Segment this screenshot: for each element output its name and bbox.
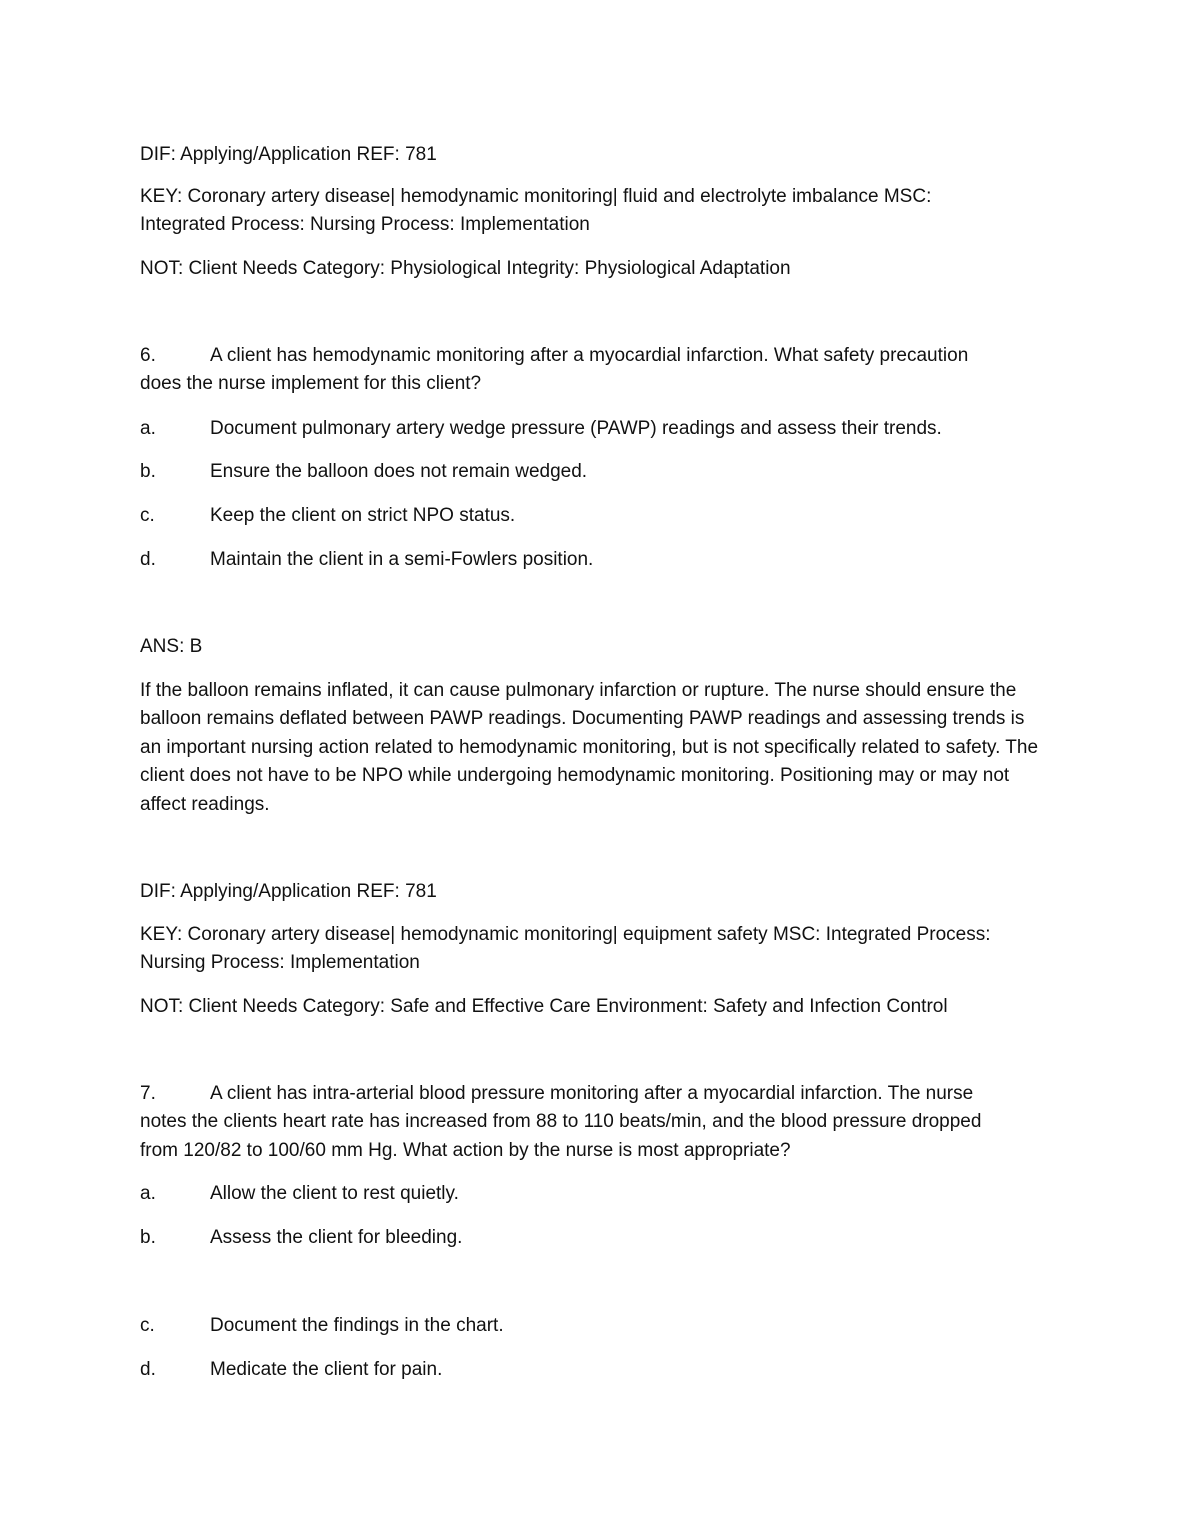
q6-option-c-text: Keep the client on strict NPO status.: [210, 505, 516, 526]
q7-option-b-letter: b.: [140, 1227, 156, 1248]
q6-option-c-letter: c.: [140, 505, 155, 526]
q6-option-c: [140, 502, 515, 530]
q7-option-c: [140, 1312, 504, 1340]
q7-stem-line-3: from 120/82 to 100/60 mm Hg. What action by the nurse is most appropriate?: [140, 1140, 791, 1161]
q6-option-b: [140, 458, 587, 486]
q7-option-a: [140, 1180, 459, 1208]
q6-option-a-text: Document pulmonary artery wedge pressure (PAWP) readings and assess their trends.: [210, 418, 942, 439]
q7-option-b: [140, 1224, 462, 1252]
q7-stem-text-1: A client has intra-arterial blood pressure monitoring after a myocardial infarction. The nurse: [210, 1083, 974, 1104]
top-key-line-1: KEY: Coronary artery disease| hemodynamic monitoring| fluid and electrolyte imbalance MSC:: [140, 186, 932, 207]
q6-key-line-2: Nursing Process: Implementation: [140, 952, 420, 973]
q7-option-d-text: Medicate the client for pain.: [210, 1359, 443, 1380]
q7-option-a-text: Allow the client to rest quietly.: [210, 1183, 459, 1204]
q6-rationale: If the balloon remains inflated, it can cause pulmonary infarction or rupture. The nurse should ensure the balloon remains deflated between PAWP readings. Documenting PAWP readings and assessing trends is an important nursing action related to hemodynamic monitoring, but is not specifically related to safety. The client does not have to be NPO while undergoing hemodynamic monitoring. Positioning may or may not affect readings.: [140, 680, 1039, 815]
q6-option-d: [140, 546, 593, 574]
q6-option-a-letter: a.: [140, 418, 156, 439]
q7-option-b-text: Assess the client for bleeding.: [210, 1227, 463, 1248]
q6-dif-line: DIF: Applying/Application REF: 781: [140, 881, 437, 902]
q6-stem-line-2: does the nurse implement for this client?: [140, 373, 482, 394]
q6-answer: ANS: B: [140, 636, 203, 657]
q6-stem-line-1: [140, 342, 968, 370]
q6-option-b-text: Ensure the balloon does not remain wedged.: [210, 461, 588, 482]
q6-option-a: [140, 415, 942, 443]
q7-option-a-letter: a.: [140, 1183, 156, 1204]
q6-option-d-text: Maintain the client in a semi-Fowlers position.: [210, 549, 594, 570]
q6-stem-text-1: A client has hemodynamic monitoring after a myocardial infarction. What safety precaution: [210, 345, 969, 366]
q7-number: 7.: [140, 1083, 156, 1104]
q7-option-d-letter: d.: [140, 1359, 156, 1380]
top-dif-line: DIF: Applying/Application REF: 781: [140, 144, 437, 165]
q6-option-b-letter: b.: [140, 461, 156, 482]
top-key-line-2: Integrated Process: Nursing Process: Implementation: [140, 214, 590, 235]
q7-option-c-letter: c.: [140, 1315, 155, 1336]
q6-key-line-1: KEY: Coronary artery disease| hemodynamic monitoring| equipment safety MSC: Integrated Process:: [140, 924, 991, 945]
q6-option-d-letter: d.: [140, 549, 156, 570]
q7-stem-line-2: notes the clients heart rate has increased from 88 to 110 beats/min, and the blood pressure dropped: [140, 1111, 982, 1132]
q6-number: 6.: [140, 345, 156, 366]
top-not-line: NOT: Client Needs Category: Physiological Integrity: Physiological Adaptation: [140, 258, 791, 279]
q7-stem-line-1: [140, 1080, 973, 1108]
q7-option-c-text: Document the findings in the chart.: [210, 1315, 504, 1336]
q6-not-line: NOT: Client Needs Category: Safe and Effective Care Environment: Safety and Infection Control: [140, 996, 948, 1017]
q7-option-d: [140, 1356, 442, 1384]
